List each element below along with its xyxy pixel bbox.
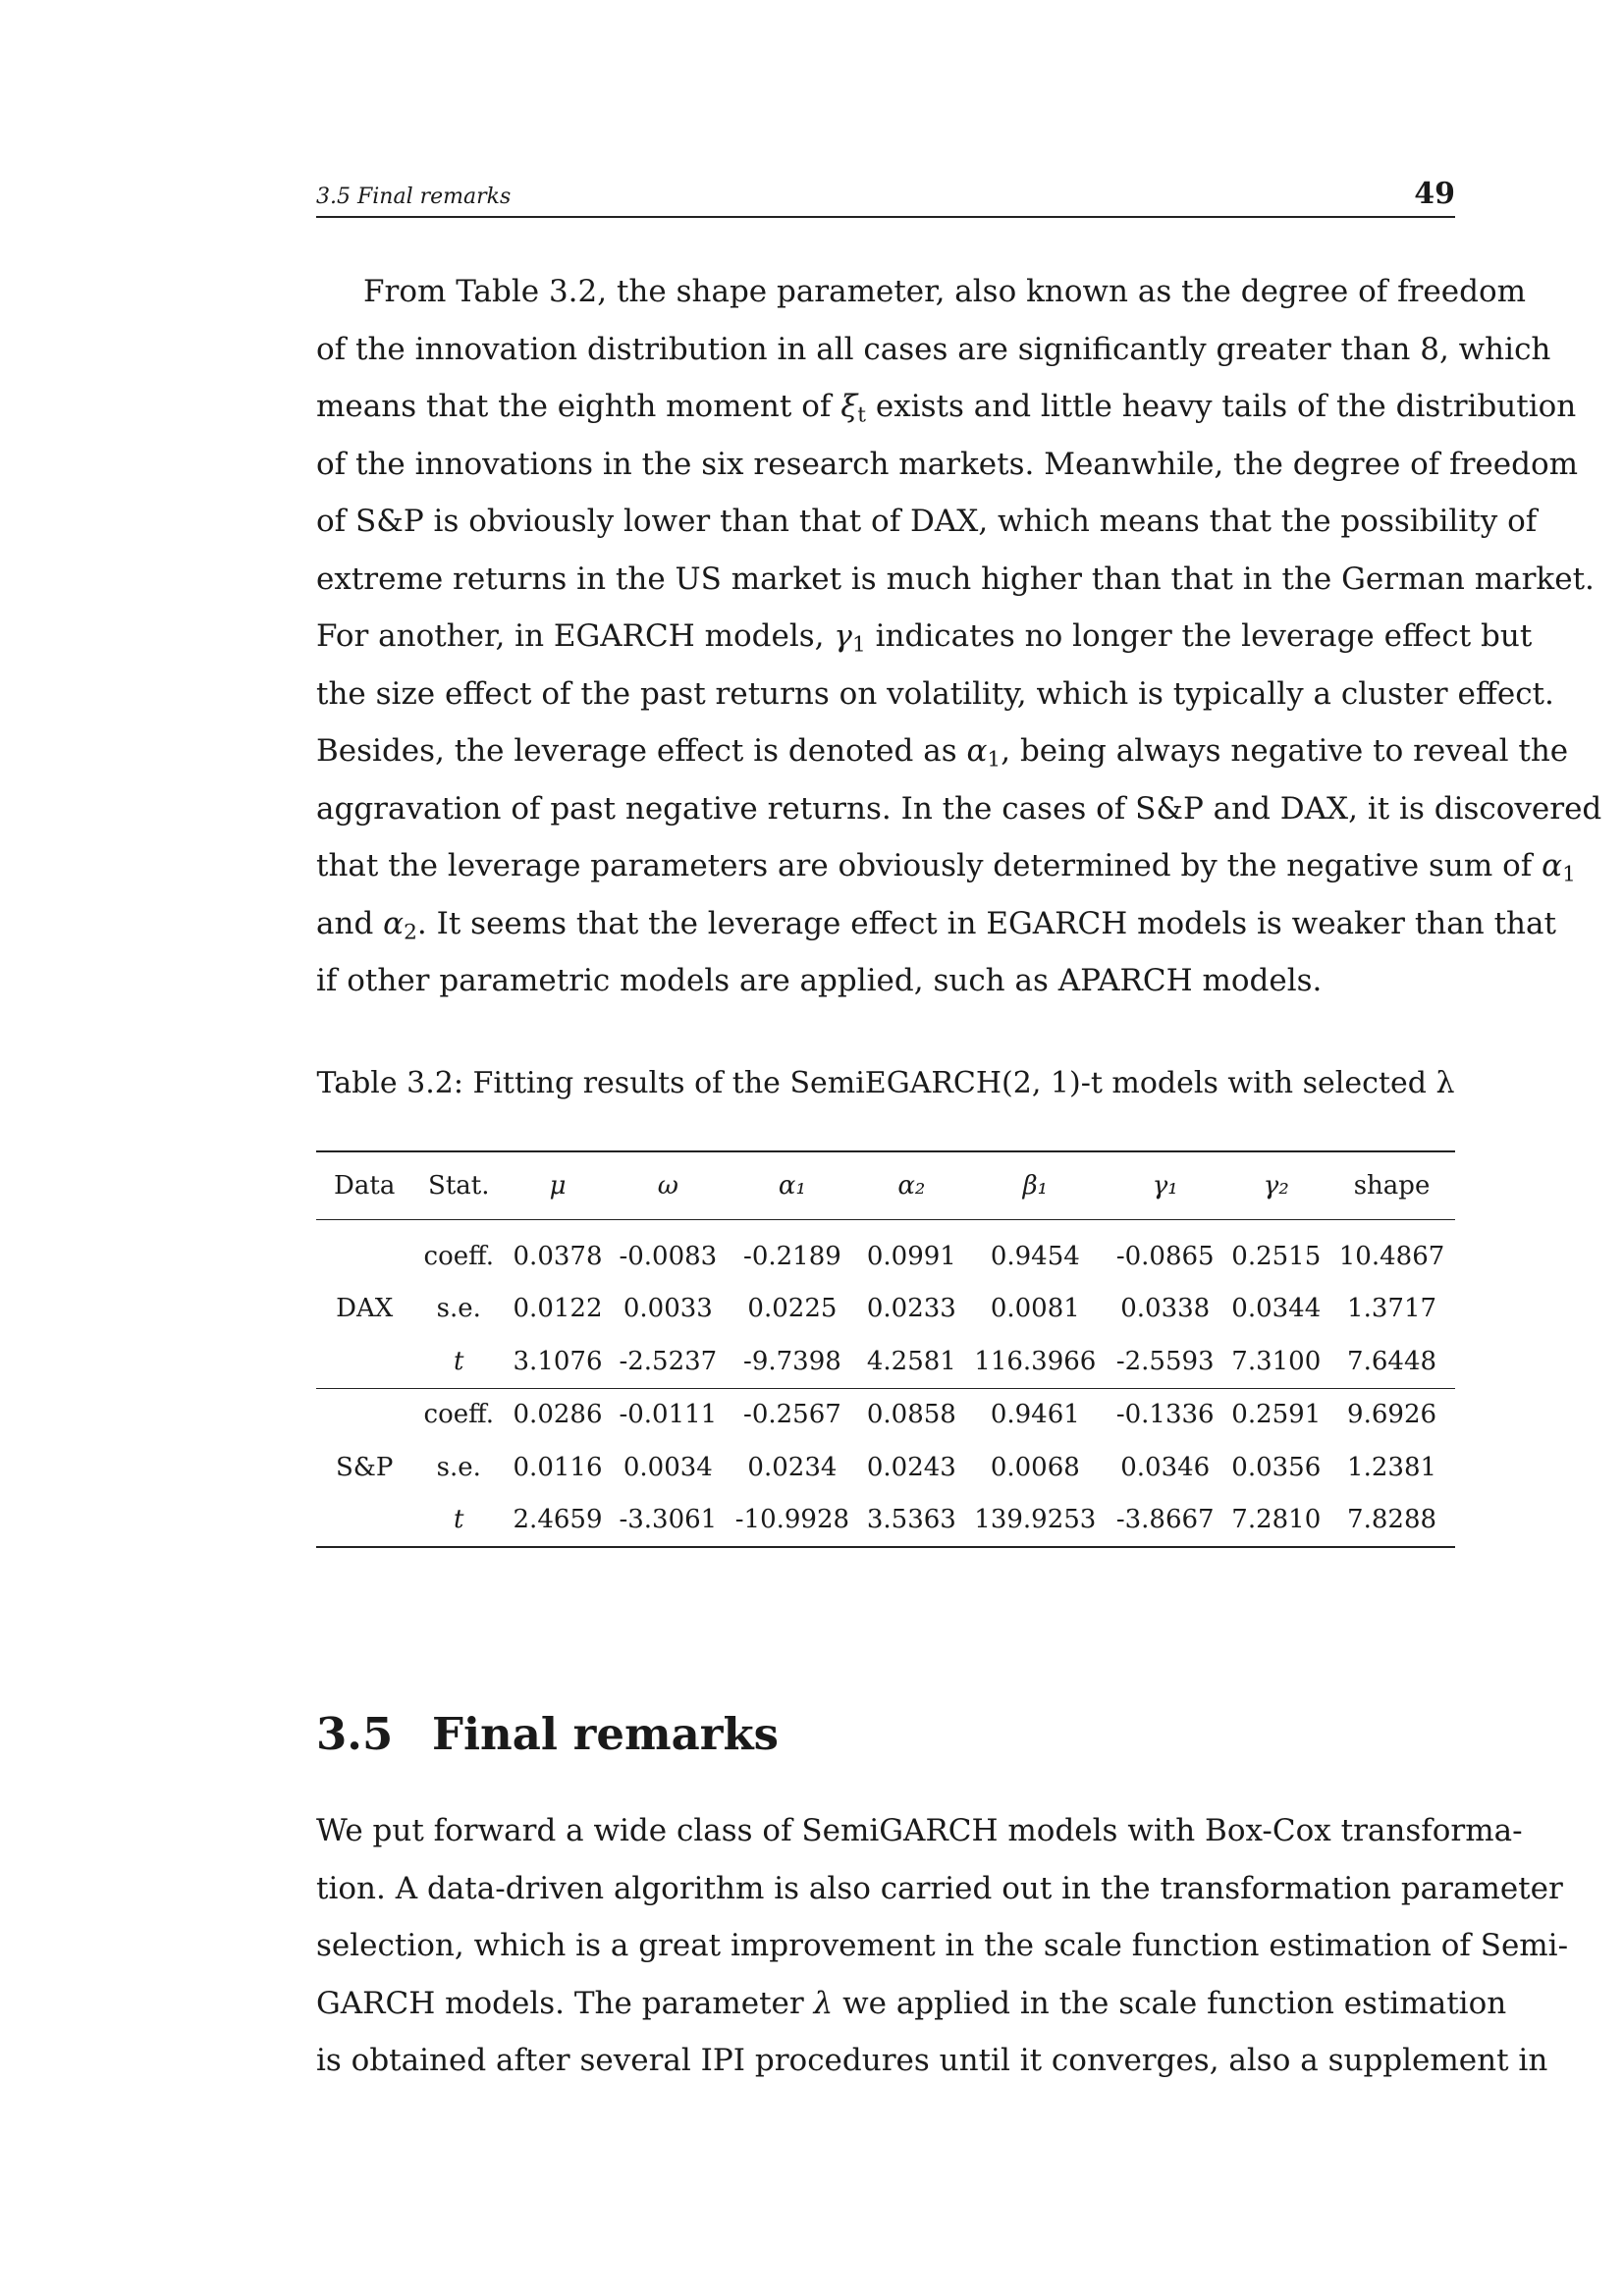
value-cell: 0.0991 xyxy=(866,1241,956,1271)
value-cell: 0.0033 xyxy=(623,1294,713,1324)
value-cell: 0.0356 xyxy=(1231,1452,1322,1482)
table-row xyxy=(316,1283,1455,1336)
para1-line: From Table 3.2, the shape parameter, also known as the degree of freedom xyxy=(363,274,1527,309)
value-cell: -0.0083 xyxy=(619,1241,718,1271)
section-heading xyxy=(316,1708,779,1760)
para1-line: aggravation of past negative returns. In the cases of S&P and DAX, it is discovered xyxy=(316,790,1602,827)
stat-label-cell: s.e. xyxy=(436,1452,481,1482)
para1-line: of S&P is obviously lower than that of DAX, which means that the possibility of xyxy=(316,504,1538,539)
value-cell: 2.4659 xyxy=(505,1494,611,1548)
value-cell: 1.2381 xyxy=(1347,1452,1437,1482)
section-title: Final remarks xyxy=(432,1708,780,1760)
value-cell: 0.2591 xyxy=(1223,1388,1328,1441)
table-header-row xyxy=(316,1151,1455,1220)
header-section-title: 3.5 Final remarks xyxy=(316,185,512,209)
page-number: 49 xyxy=(1414,177,1455,211)
para2-line: is obtained after several IPI procedures until it converges, also a supplement in xyxy=(316,2043,1548,2078)
value-cell: 0.0378 xyxy=(513,1241,603,1271)
value-cell: 0.0034 xyxy=(623,1452,713,1482)
group-label-cell: DAX xyxy=(336,1294,394,1324)
value-cell: 0.2515 xyxy=(1231,1241,1322,1271)
value-cell: 9.6926 xyxy=(1328,1388,1455,1441)
running-header xyxy=(316,177,1455,218)
value-cell: 0.0243 xyxy=(866,1452,956,1482)
column-header: α₂ xyxy=(859,1151,964,1220)
stat-label-cell: t xyxy=(412,1494,505,1548)
para1-line: means that the eighth moment of $\xi_t$ exists and little heavy tails of the distribution xyxy=(316,389,1577,428)
value-cell: -3.8667 xyxy=(1107,1494,1224,1548)
para1-line: if other parametric models are applied, such as APARCH models. xyxy=(316,963,1323,998)
para1-line: extreme returns in the US market is much higher than that in the German market. xyxy=(316,561,1595,597)
value-cell: 116.3966 xyxy=(974,1346,1097,1376)
group-label-cell xyxy=(316,1494,412,1548)
section-number: 3.5 xyxy=(316,1708,394,1760)
value-cell: 0.0234 xyxy=(747,1452,838,1482)
table-row xyxy=(316,1494,1455,1548)
para1-line: Besides, the leverage effect is denoted as $\alpha_1$, being always negative to reveal the xyxy=(316,733,1569,773)
column-header: μ xyxy=(505,1151,611,1220)
group-label-cell: S&P xyxy=(335,1452,394,1482)
stat-label-cell: s.e. xyxy=(436,1294,481,1324)
value-cell: 0.0286 xyxy=(505,1388,611,1441)
table-row xyxy=(316,1335,1455,1388)
fitting-results-table xyxy=(316,1150,1455,1548)
para1-line: that the leverage parameters are obviously determined by the negative sum of $\alpha_1$ xyxy=(316,848,1576,887)
value-cell: 0.9461 xyxy=(964,1388,1107,1441)
para1-line: For another, in EGARCH models, $\gamma_1$ indicates no longer the leverage effect but xyxy=(316,618,1533,658)
para2-line: GARCH models. The parameter λ we applied in the scale function estimation xyxy=(316,1985,1507,2021)
para2-line: selection, which is a great improvement in the scale function estimation of Semi- xyxy=(316,1928,1569,1963)
value-cell: 0.0858 xyxy=(859,1388,964,1441)
stat-label-cell: coeff. xyxy=(423,1241,494,1271)
value-cell: 0.0225 xyxy=(747,1294,838,1324)
value-cell: 0.0344 xyxy=(1231,1294,1322,1324)
value-cell: -0.2189 xyxy=(743,1241,841,1271)
column-header: γ₁ xyxy=(1107,1151,1224,1220)
value-cell: -2.5593 xyxy=(1115,1346,1215,1376)
column-header: β₁ xyxy=(964,1151,1107,1220)
value-cell: -0.2567 xyxy=(726,1388,859,1441)
value-cell: 0.0346 xyxy=(1120,1452,1211,1482)
para2-line: tion. A data-driven algorithm is also carried out in the transformation parameter xyxy=(316,1870,1563,1906)
stat-label-cell: t xyxy=(454,1346,464,1376)
value-cell: 7.2810 xyxy=(1223,1494,1328,1548)
column-header: α₁ xyxy=(726,1151,859,1220)
value-cell: -3.3061 xyxy=(611,1494,726,1548)
column-header: shape xyxy=(1328,1151,1455,1220)
para1-line: of the innovation distribution in all cases are significantly greater than 8, which xyxy=(316,331,1551,367)
paragraph-final-remarks xyxy=(316,1802,1569,2090)
para1-line: and $\alpha_2$. It seems that the leverage effect in EGARCH models is weaker than that xyxy=(316,905,1556,944)
para2-line: We put forward a wide class of SemiGARCH models with Box-Cox transforma- xyxy=(316,1813,1523,1848)
group-label-cell xyxy=(316,1335,412,1388)
value-cell: 0.0338 xyxy=(1120,1294,1211,1324)
value-cell: 0.0233 xyxy=(866,1294,956,1324)
value-cell: 0.0122 xyxy=(513,1294,603,1324)
value-cell: 3.5363 xyxy=(859,1494,964,1548)
column-header: Data xyxy=(316,1151,412,1220)
group-label-cell xyxy=(316,1220,412,1283)
para1-line: the size effect of the past returns on volatility, which is typically a cluster effect. xyxy=(316,675,1554,712)
value-cell: 1.3717 xyxy=(1347,1294,1437,1324)
stat-label-cell: coeff. xyxy=(412,1388,505,1441)
value-cell: 0.0068 xyxy=(990,1452,1080,1482)
table-group-sp xyxy=(316,1388,1455,1547)
value-cell: 0.9454 xyxy=(990,1241,1080,1271)
value-cell: 7.6448 xyxy=(1347,1346,1437,1376)
value-cell: 0.0116 xyxy=(513,1452,603,1482)
value-cell: -2.5237 xyxy=(619,1346,718,1376)
value-cell: -0.0111 xyxy=(611,1388,726,1441)
table-group-dax xyxy=(316,1220,1455,1389)
value-cell: -10.9928 xyxy=(726,1494,859,1548)
para1-line: of the innovations in the six research markets. Meanwhile, the degree of freedom xyxy=(316,446,1579,482)
value-cell: -9.7398 xyxy=(743,1346,841,1376)
table-row xyxy=(316,1220,1455,1283)
column-header: ω xyxy=(611,1151,726,1220)
value-cell: 139.9253 xyxy=(964,1494,1107,1548)
group-label-cell xyxy=(316,1388,412,1441)
value-cell: 3.1076 xyxy=(513,1346,603,1376)
column-header: Stat. xyxy=(412,1151,505,1220)
value-cell: 0.0081 xyxy=(990,1294,1080,1324)
table-row xyxy=(316,1441,1455,1494)
paragraph-table-discussion xyxy=(316,263,1602,1010)
value-cell: 4.2581 xyxy=(866,1346,956,1376)
table-caption: Table 3.2: Fitting results of the SemiEGARCH(2, 1)-t models with selected λ xyxy=(316,1066,1455,1100)
table-row xyxy=(316,1388,1455,1441)
value-cell: -0.0865 xyxy=(1115,1241,1215,1271)
value-cell: 7.3100 xyxy=(1231,1346,1322,1376)
value-cell: -0.1336 xyxy=(1107,1388,1224,1441)
value-cell: 7.8288 xyxy=(1328,1494,1455,1548)
column-header: γ₂ xyxy=(1223,1151,1328,1220)
value-cell: 10.4867 xyxy=(1338,1241,1445,1271)
